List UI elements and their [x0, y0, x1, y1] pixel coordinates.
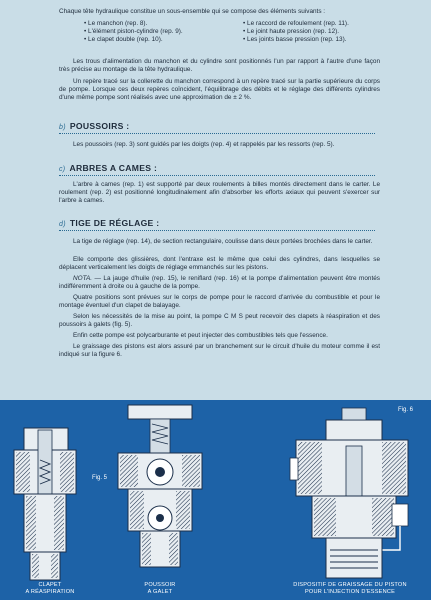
paragraph: Le graissage des pistons est alors assuré par un branchement sur le circuit d'huile du moteur comme il est indiqué sur la figure 6.: [59, 343, 380, 359]
paragraph: Quatre positions sont prévues sur le corps de pompe pour le raccord d'arrivée du combustible et pour le montage éventuel d'un clapet de balayage.: [59, 294, 380, 310]
section-number: c): [59, 166, 66, 173]
graissage-drawing: [290, 408, 408, 578]
caption-clapet: CLAPET A RÉASPIRATION: [25, 582, 75, 595]
paragraph: La tige de réglage (rep. 14), de section rectangulaire, coulisse dans deux portées brochées dans le carter.: [73, 238, 373, 245]
component-list-right: [243, 20, 349, 45]
figure-band: [0, 400, 431, 600]
paragraph: Un repère tracé sur la collerette du manchon correspond à un repère tracé sur la partie supérieure du corps de pompe. Lorsque ces deux repères coïncident, l'équilibrage des débits et le réglage des différents cylindres d'une même pompe sont réalisés avec une approximation de ± 2 %.: [59, 78, 380, 102]
poussoir-drawing: [118, 405, 202, 567]
paragraph: Les poussoirs (rep. 3) sont guidés par les doigts (rep. 4) et rappelés par les ressorts (rep. 5).: [73, 141, 335, 148]
paragraph: Les trous d'alimentation du manchon et du cylindre sont positionnés l'un par rapport à l'autre d'une façon très précise au montage de la tête hydraulique.: [59, 58, 380, 74]
section-heading-d: [59, 218, 159, 228]
section-title: TIGE DE RÉGLAGE :: [69, 218, 160, 228]
section-rule: [59, 175, 375, 176]
list-item: • Le manchon (rep. 8).: [84, 20, 148, 27]
section-title: POUSSOIRS :: [69, 121, 130, 131]
section-rule: [59, 133, 375, 134]
section-rule: [59, 230, 375, 231]
component-list-left: [84, 20, 183, 45]
nota-label: NOTA.: [73, 275, 93, 282]
section-heading-c: [59, 163, 157, 173]
caption-graissage: DISPOSITIF DE GRAISSAGE DU PISTON POUR L'INJECTION D'ESSENCE: [293, 582, 407, 595]
paragraph: L'arbre à cames (rep. 1) est supporté par deux roulements à billes montés directement dans le carter. Le roulement (rep. 2) est positionné longitudinalement afin d'absorber les efforts axiaux qui peuvent s'exercer sur l'arbre à cames.: [59, 181, 380, 205]
list-item: • L'élément piston-cylindre (rep. 9).: [84, 28, 183, 36]
list-item: • Le clapet double (rep. 10).: [84, 36, 163, 44]
paragraph: Elle comporte des glissières, dont l'entraxe est le même que celui des cylindres, dans lesquelles se déplacent verticalement les doigts de réglage emmanchés sur les pistons.: [59, 256, 380, 272]
list-item: • Le raccord de refoulement (rep. 11).: [243, 20, 349, 27]
fig6-label: Fig. 6: [398, 407, 414, 413]
list-item: • Les joints basse pression (rep. 13).: [243, 36, 347, 44]
technical-drawings: [0, 400, 431, 600]
section-number: b): [59, 124, 66, 131]
list-item: • Le joint haute pression (rep. 12).: [243, 28, 340, 36]
section-number: d): [59, 221, 66, 228]
caption-poussoir: POUSSOIR A GALET: [144, 582, 176, 595]
section-heading-b: [59, 121, 129, 131]
section-title: ARBRES A CAMES :: [69, 163, 158, 173]
paragraph: Selon les nécessités de la mise au point, la pompe C M S peut recevoir des clapets à réaspiration et des poussoirs à galets (fig. 5).: [59, 313, 380, 329]
nota-text: — La jauge d'huile (rep. 15), le reniflard (rep. 16) et la pompe d'alimentation peuvent être montés indifféremment à droite ou à gauche de la pompe.: [59, 275, 380, 291]
intro-paragraph: Chaque tête hydraulique constitue un sous-ensemble qui se compose des éléments suivants :: [59, 8, 326, 15]
clapet-drawing: [14, 428, 76, 580]
nota-paragraph: [59, 275, 380, 291]
fig5-label: Fig. 5: [92, 475, 108, 481]
paragraph: Enfin cette pompe est polycarburante et peut injecter des combustibles tels que l'essence.: [73, 332, 328, 339]
